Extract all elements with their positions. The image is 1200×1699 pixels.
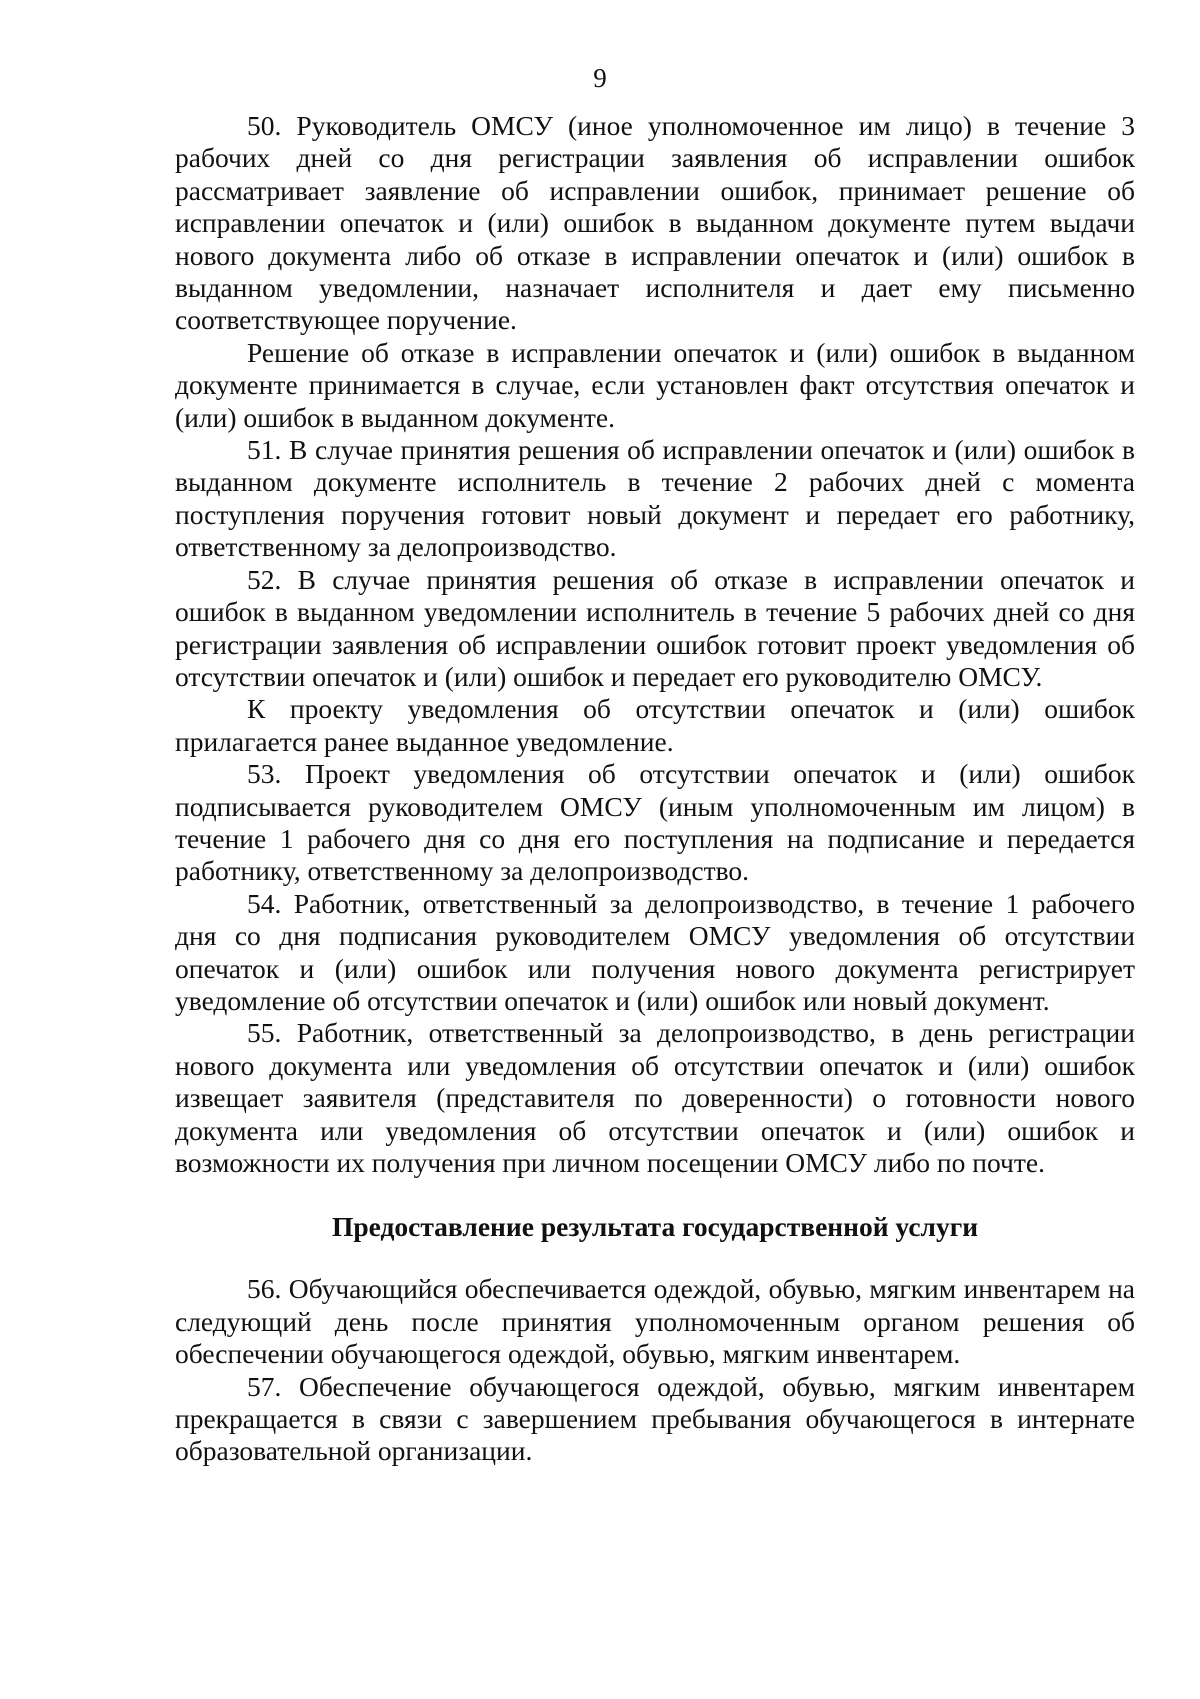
- paragraph-52: 52. В случае принятия решения об отказе в исправлении опечаток и ошибок в выданном уведомлении исполнитель в течение 5 рабочих дней со дня регистрации заявления об исправлении ошибок готовит проект уведомления об отсутствии опечаток и (или) ошибок и передает его руководителю ОМСУ.: [175, 563, 1135, 692]
- paragraph-57: 57. Обеспечение обучающегося одеждой, обувью, мягким инвентарем прекращается в связи с завершением пребывания обучающегося в интернате образовательной организации.: [175, 1370, 1135, 1467]
- paragraph-56: 56. Обучающийся обеспечивается одеждой, обувью, мягким инвентарем на следующий день после принятия уполномоченным органом решения об обеспечении обучающегося одеждой, обувью, мягким инвентарем.: [175, 1273, 1135, 1370]
- document-body: [175, 110, 1135, 1468]
- page-number: 9: [593, 63, 607, 93]
- paragraph-refusal-decision: Решение об отказе в исправлении опечаток и (или) ошибок в выданном документе принимается в случае, если установлен факт отсутствия опечаток и (или) ошибок в выданном документе.: [175, 336, 1135, 433]
- paragraph-53: 53. Проект уведомления об отсутствии опечаток и (или) ошибок подписывается руководителем ОМСУ (иным уполномоченным им лицом) в течение 1 рабочего дня со дня его поступления на подписание и передается работнику, ответственному за делопроизводство.: [175, 758, 1135, 887]
- paragraph-55: 55. Работник, ответственный за делопроизводство, в день регистрации нового документа или уведомления об отсутствии опечаток и (или) ошибок извещает заявителя (представителя по доверенности) о готовности нового документа или уведомления об отсутствии опечаток и (или) ошибок и возможности их получения при личном посещении ОМСУ либо по почте.: [175, 1017, 1135, 1178]
- paragraph-50: 50. Руководитель ОМСУ (иное уполномоченное им лицо) в течение 3 рабочих дней со дня регистрации заявления об исправлении ошибок рассматривает заявление об исправлении ошибок, принимает решение об исправлении опечаток и (или) ошибок в выданном документе путем выдачи нового документа либо об отказе в исправлении опечаток и (или) ошибок в выданном уведомлении, назначает исполнителя и дает ему письменно соответствующее поручение.: [175, 110, 1135, 336]
- paragraph-51: 51. В случае принятия решения об исправлении опечаток и (или) ошибок в выданном документе исполнитель в течение 2 рабочих дней с момента поступления поручения готовит новый документ и передает его работнику, ответственному за делопроизводство.: [175, 434, 1135, 563]
- paragraph-54: 54. Работник, ответственный за делопроизводство, в течение 1 рабочего дня со дня подписания руководителем ОМСУ уведомления об отсутствии опечаток и (или) ошибок или получения нового документа регистрирует уведомление об отсутствии опечаток и (или) ошибок или новый документ.: [175, 887, 1135, 1016]
- section-heading: Предоставление результата государственной услуги: [331, 1211, 979, 1243]
- paragraph-notice-attachment: К проекту уведомления об отсутствии опечаток и (или) ошибок прилагается ранее выданное уведомление.: [175, 693, 1135, 757]
